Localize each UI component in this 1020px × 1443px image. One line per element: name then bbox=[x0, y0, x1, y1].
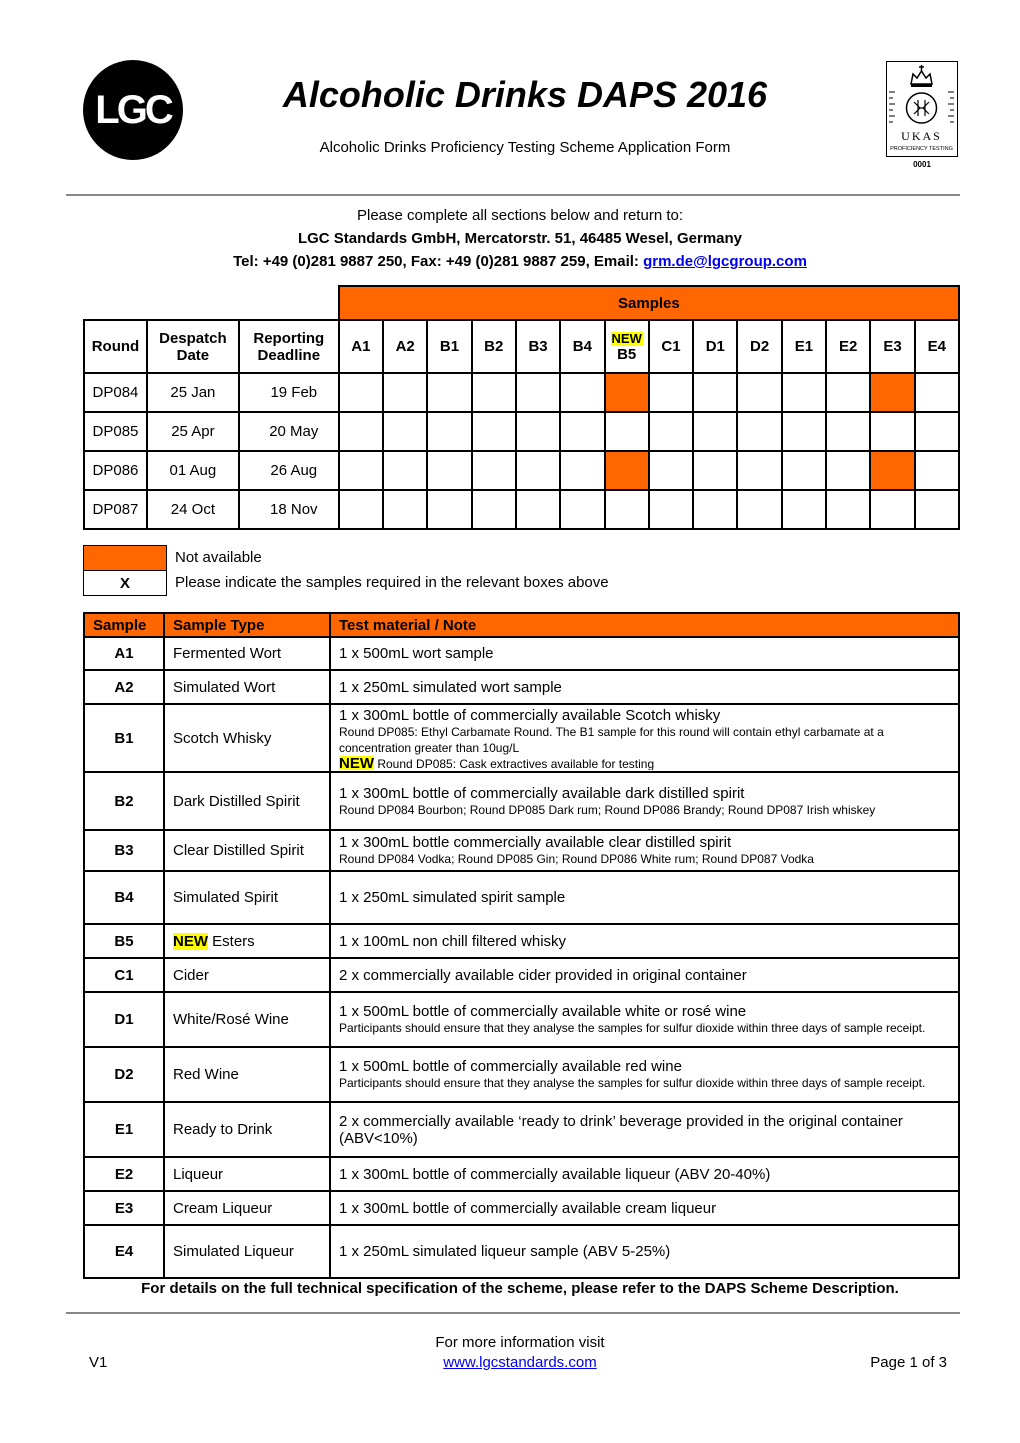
sample-code: A1 bbox=[84, 637, 164, 670]
sample-checkbox-d2[interactable] bbox=[737, 490, 781, 529]
sample-checkbox-b3[interactable] bbox=[516, 490, 560, 529]
sample-code: D2 bbox=[84, 1047, 164, 1102]
col-sample-b1: B1 bbox=[427, 320, 471, 373]
sample-checkbox-a2[interactable] bbox=[383, 412, 427, 451]
reporting-deadline: 18 Nov bbox=[239, 490, 339, 529]
test-material-note: Participants should ensure that they analyse the samples for sulfur dioxide within three days of sample receipt. bbox=[339, 1076, 926, 1090]
sample-code: E4 bbox=[84, 1225, 164, 1278]
col-despatch-date: Despatch Date bbox=[147, 320, 239, 373]
unavailable-cell bbox=[870, 451, 914, 490]
test-material bbox=[330, 637, 959, 670]
sample-checkbox-e4[interactable] bbox=[915, 451, 959, 490]
col-round: Round bbox=[84, 320, 147, 373]
col-sample-c1: C1 bbox=[649, 320, 693, 373]
sample-checkbox-b1[interactable] bbox=[427, 490, 471, 529]
sample-code: B2 bbox=[84, 772, 164, 830]
test-material bbox=[330, 992, 959, 1047]
svg-text:UKAS: UKAS bbox=[901, 129, 942, 143]
despatch-date: 24 Oct bbox=[147, 490, 239, 529]
test-material bbox=[330, 670, 959, 704]
test-material-new-note: NEW Round DP085: Cask extractives available for testing bbox=[339, 755, 655, 770]
sample-checkbox-b2[interactable] bbox=[472, 490, 516, 529]
round-row bbox=[84, 490, 959, 529]
despatch-date: 25 Apr bbox=[147, 412, 239, 451]
col-sample-d2: D2 bbox=[737, 320, 781, 373]
test-material bbox=[330, 924, 959, 958]
sample-checkbox-b4[interactable] bbox=[560, 490, 604, 529]
sample-checkbox-e2[interactable] bbox=[826, 451, 870, 490]
test-material-note: Round DP084 Vodka; Round DP085 Gin; Round DP086 White rum; Round DP087 Vodka bbox=[339, 852, 814, 866]
sample-checkbox-d2[interactable] bbox=[737, 373, 781, 412]
test-material-note: Round DP084 Bourbon; Round DP085 Dark rum; Round DP086 Brandy; Round DP087 Irish whiskey bbox=[339, 802, 876, 817]
sample-checkbox-c1[interactable] bbox=[649, 412, 693, 451]
sample-checkbox-c1[interactable] bbox=[649, 490, 693, 529]
sample-checkbox-a1[interactable] bbox=[339, 490, 383, 529]
legend-table bbox=[83, 545, 167, 596]
col-test-material: Test material / Note bbox=[330, 613, 959, 637]
sample-checkbox-e4[interactable] bbox=[915, 490, 959, 529]
lgc-logo bbox=[83, 60, 183, 160]
round-code: DP084 bbox=[84, 373, 147, 412]
sample-checkbox-e3[interactable] bbox=[870, 490, 914, 529]
round-row bbox=[84, 412, 959, 451]
sample-type: Ready to Drink bbox=[164, 1102, 330, 1157]
sample-checkbox-d1[interactable] bbox=[693, 412, 737, 451]
sample-checkbox-d1[interactable] bbox=[693, 373, 737, 412]
sample-checkbox-b4[interactable] bbox=[560, 373, 604, 412]
test-material bbox=[330, 704, 959, 772]
sample-checkbox-b2[interactable] bbox=[472, 412, 516, 451]
reporting-deadline: 26 Aug bbox=[239, 451, 339, 490]
sample-code: B3 bbox=[84, 830, 164, 871]
sample-checkbox-b4[interactable] bbox=[560, 451, 604, 490]
contact-phone-fax: Tel: +49 (0)281 9887 250, Fax: +49 (0)281 9887 259, Email: bbox=[233, 253, 644, 270]
round-code: DP085 bbox=[84, 412, 147, 451]
sample-type: Fermented Wort bbox=[164, 637, 330, 670]
test-material-main: 1 x 300mL bottle of commercially available Scotch whisky bbox=[339, 706, 721, 724]
sample-checkbox-e4[interactable] bbox=[915, 412, 959, 451]
unavailable-cell bbox=[605, 373, 649, 412]
sample-checkbox-d2[interactable] bbox=[737, 412, 781, 451]
sample-detail-row bbox=[84, 958, 959, 992]
sample-detail-row bbox=[84, 670, 959, 704]
sample-checkbox-c1[interactable] bbox=[649, 373, 693, 412]
test-material bbox=[330, 1225, 959, 1278]
round-row bbox=[84, 373, 959, 412]
sample-checkbox-c1[interactable] bbox=[649, 451, 693, 490]
footer-version: V1 bbox=[89, 1354, 108, 1371]
col-sample-b4: B4 bbox=[560, 320, 604, 373]
sample-type: Scotch Whisky bbox=[164, 704, 330, 772]
new-badge: NEW bbox=[173, 932, 208, 950]
legend-not-available: Not available bbox=[175, 549, 262, 566]
sample-checkbox-e2[interactable] bbox=[826, 373, 870, 412]
sample-code: E2 bbox=[84, 1157, 164, 1191]
test-material-main: 1 x 500mL wort sample bbox=[339, 645, 494, 662]
sample-code: E1 bbox=[84, 1102, 164, 1157]
contact-line bbox=[60, 253, 980, 270]
test-material bbox=[330, 1102, 959, 1157]
sample-checkbox-b1[interactable] bbox=[427, 373, 471, 412]
sample-detail-row bbox=[84, 871, 959, 924]
round-code: DP087 bbox=[84, 490, 147, 529]
sample-checkbox-d1[interactable] bbox=[693, 451, 737, 490]
col-sample-b3: B3 bbox=[516, 320, 560, 373]
test-material-note: Participants should ensure that they analyse the samples for sulfur dioxide within three days of sample receipt. bbox=[339, 1021, 926, 1035]
sample-type: Liqueur bbox=[164, 1157, 330, 1191]
round-row bbox=[84, 451, 959, 490]
sample-type: Dark Distilled Spirit bbox=[164, 772, 330, 830]
sample-detail-row bbox=[84, 772, 959, 830]
sample-checkbox-e2[interactable] bbox=[826, 412, 870, 451]
page-subtitle: Alcoholic Drinks Proficiency Testing Scheme Application Form bbox=[319, 139, 731, 156]
spec-note: For details on the full technical specification of the scheme, please refer to the DAPS Scheme Description. bbox=[141, 1280, 899, 1297]
sample-detail-row bbox=[84, 1225, 959, 1278]
sample-checkbox-e1[interactable] bbox=[782, 373, 826, 412]
sample-checkbox-e1[interactable] bbox=[782, 490, 826, 529]
sample-code: B5 bbox=[84, 924, 164, 958]
sample-detail-row bbox=[84, 637, 959, 670]
svg-text:PROFICIENCY TESTING: PROFICIENCY TESTING bbox=[890, 146, 953, 152]
sample-code: B1 bbox=[84, 704, 164, 772]
test-material-note: Round DP085: Ethyl Carbamate Round. The B1 sample for this round will contain ethyl carbamate at a concentration greater than 10ug/L bbox=[339, 724, 884, 755]
sample-code: C1 bbox=[84, 958, 164, 992]
ukas-crown-icon bbox=[887, 62, 956, 155]
test-material-main: 1 x 500mL bottle of commercially available white or rosé wine bbox=[339, 1003, 747, 1020]
col-reporting-deadline: Reporting Deadline bbox=[239, 320, 339, 373]
sample-checkbox-a1[interactable] bbox=[339, 373, 383, 412]
sample-checkbox-b4[interactable] bbox=[560, 412, 604, 451]
test-material-main: 2 x commercially available cider provided in original container bbox=[339, 966, 747, 984]
sample-type: Simulated Spirit bbox=[164, 871, 330, 924]
sample-checkbox-a1[interactable] bbox=[339, 412, 383, 451]
sample-code: E3 bbox=[84, 1191, 164, 1225]
sample-detail-row bbox=[84, 1047, 959, 1102]
sample-detail-row bbox=[84, 704, 959, 772]
footer-more-info: For more information visit bbox=[435, 1334, 605, 1351]
col-sample-a1: A1 bbox=[339, 320, 383, 373]
col-sample-b2: B2 bbox=[472, 320, 516, 373]
website-link[interactable]: www.lgcstandards.com bbox=[443, 1354, 597, 1371]
sample-checkbox-d2[interactable] bbox=[737, 451, 781, 490]
ukas-logo bbox=[886, 61, 958, 157]
return-address: LGC Standards GmbH, Mercatorstr. 51, 46485 Wesel, Germany bbox=[297, 230, 743, 247]
test-material-main: 1 x 300mL bottle of commercially available dark distilled spirit bbox=[339, 784, 745, 802]
sample-type: Simulated Wort bbox=[164, 670, 330, 704]
legend-x-swatch: X bbox=[84, 571, 167, 596]
test-material-main: 1 x 300mL bottle commercially available clear distilled spirit bbox=[339, 834, 732, 851]
sample-checkbox-e3[interactable] bbox=[870, 412, 914, 451]
reporting-deadline: 20 May bbox=[239, 412, 339, 451]
legend-indicate: Please indicate the samples required in the relevant boxes above bbox=[175, 574, 609, 591]
sample-detail-row bbox=[84, 924, 959, 958]
col-sample-e3: E3 bbox=[870, 320, 914, 373]
new-badge: NEW bbox=[611, 330, 642, 346]
sample-type: Clear Distilled Spirit bbox=[164, 830, 330, 871]
test-material bbox=[330, 1047, 959, 1102]
col-sample: Sample bbox=[84, 613, 164, 637]
sample-checkbox-b5[interactable] bbox=[605, 490, 649, 529]
reporting-deadline: 19 Feb bbox=[239, 373, 339, 412]
sample-checkbox-b1[interactable] bbox=[427, 412, 471, 451]
sample-checkbox-b3[interactable] bbox=[516, 451, 560, 490]
sample-type: Red Wine bbox=[164, 1047, 330, 1102]
sample-checkbox-a2[interactable] bbox=[383, 490, 427, 529]
samples-header: Samples bbox=[339, 286, 959, 320]
legend-unavailable-swatch bbox=[84, 546, 167, 571]
sample-detail-row bbox=[84, 1157, 959, 1191]
test-material bbox=[330, 958, 959, 992]
col-sample-e2: E2 bbox=[826, 320, 870, 373]
sample-checkbox-a2[interactable] bbox=[383, 451, 427, 490]
test-material-main: 1 x 250mL simulated spirit sample bbox=[339, 889, 566, 906]
sample-checkbox-e2[interactable] bbox=[826, 490, 870, 529]
sample-checkbox-b2[interactable] bbox=[472, 451, 516, 490]
despatch-date: 01 Aug bbox=[147, 451, 239, 490]
footer-page-number: Page 1 of 3 bbox=[870, 1354, 947, 1371]
sample-detail-row bbox=[84, 992, 959, 1047]
despatch-date: 25 Jan bbox=[147, 373, 239, 412]
sample-checkbox-a2[interactable] bbox=[383, 373, 427, 412]
sample-detail-row bbox=[84, 1191, 959, 1225]
footer-divider bbox=[66, 1312, 960, 1314]
sample-checkbox-d1[interactable] bbox=[693, 490, 737, 529]
col-sample-d1: D1 bbox=[693, 320, 737, 373]
col-sample-e4: E4 bbox=[915, 320, 959, 373]
sample-detail-row bbox=[84, 1102, 959, 1157]
test-material bbox=[330, 1157, 959, 1191]
return-instruction: Please complete all sections below and return to: bbox=[356, 207, 683, 224]
round-code: DP086 bbox=[84, 451, 147, 490]
test-material-main: 1 x 300mL bottle of commercially available cream liqueur bbox=[339, 1199, 717, 1217]
sample-checkbox-b3[interactable] bbox=[516, 412, 560, 451]
sample-checkbox-a1[interactable] bbox=[339, 451, 383, 490]
sample-type: Simulated Liqueur bbox=[164, 1225, 330, 1278]
col-sample-type: Sample Type bbox=[164, 613, 330, 637]
sample-code: A2 bbox=[84, 670, 164, 704]
sample-checkbox-b2[interactable] bbox=[472, 373, 516, 412]
sample-checkbox-e1[interactable] bbox=[782, 412, 826, 451]
test-material-main: 1 x 100mL non chill filtered whisky bbox=[339, 932, 567, 950]
sample-type: Cider bbox=[164, 958, 330, 992]
header-divider bbox=[66, 194, 960, 196]
page-title: Alcoholic Drinks DAPS 2016 bbox=[282, 74, 768, 115]
test-material-main: 1 x 500mL bottle of commercially available red wine bbox=[339, 1058, 682, 1075]
sample-checkbox-b3[interactable] bbox=[516, 373, 560, 412]
sample-checkbox-e4[interactable] bbox=[915, 373, 959, 412]
ukas-code: 0001 bbox=[913, 160, 931, 169]
test-material bbox=[330, 1191, 959, 1225]
email-link[interactable]: grm.de@lgcgroup.com bbox=[643, 253, 807, 270]
test-material bbox=[330, 830, 959, 871]
unavailable-cell bbox=[605, 451, 649, 490]
test-material bbox=[330, 772, 959, 830]
test-material bbox=[330, 871, 959, 924]
test-material-main: 1 x 300mL bottle of commercially available liqueur (ABV 20-40%) bbox=[339, 1165, 771, 1183]
lgc-logo-text: LGC bbox=[95, 87, 171, 132]
sample-code: B4 bbox=[84, 871, 164, 924]
sample-type: Cream Liqueur bbox=[164, 1191, 330, 1225]
test-material-main: 2 x commercially available ‘ready to drink’ beverage provided in the original container (ABV<10%) bbox=[339, 1112, 903, 1147]
sample-checkbox-b1[interactable] bbox=[427, 451, 471, 490]
col-sample-b5: NEW B5 bbox=[605, 320, 649, 373]
sample-code: D1 bbox=[84, 992, 164, 1047]
sample-checkbox-b5[interactable] bbox=[605, 412, 649, 451]
sample-detail-row bbox=[84, 830, 959, 871]
sample-checkbox-e1[interactable] bbox=[782, 451, 826, 490]
sample-type: White/Rosé Wine bbox=[164, 992, 330, 1047]
col-sample-a2: A2 bbox=[383, 320, 427, 373]
test-material-main: 1 x 250mL simulated liqueur sample (ABV 5-25%) bbox=[339, 1243, 671, 1260]
sample-type: NEW Esters bbox=[164, 924, 330, 958]
unavailable-cell bbox=[870, 373, 914, 412]
col-sample-e1: E1 bbox=[782, 320, 826, 373]
test-material-main: 1 x 250mL simulated wort sample bbox=[339, 678, 562, 696]
